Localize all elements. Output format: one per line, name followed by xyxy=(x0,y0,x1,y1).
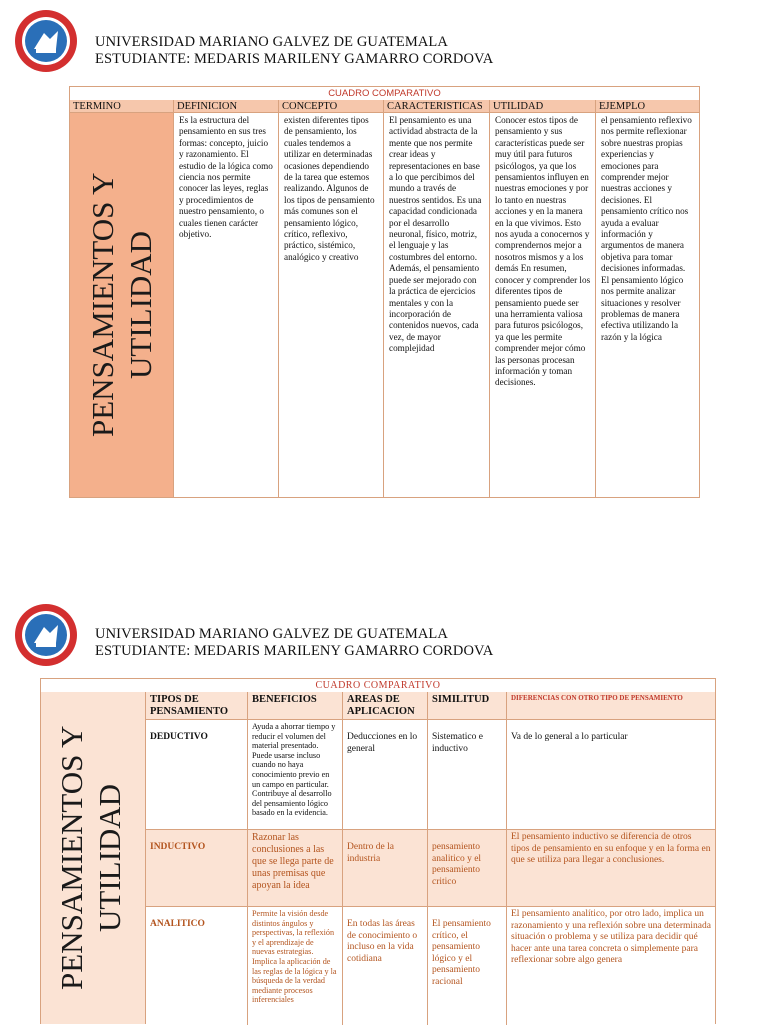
row-deductivo-beneficios: Ayuda a ahorrar tiempo y reducir el volumen del material presentado. Puede usarse incluso cuando no haya conocimiento previo en un campo en particular. Contribuye al desarrollo del pensamiento lógico basado en la evidencia. xyxy=(248,720,343,830)
row-inductivo-diferencias: El pensamiento inductivo se diferencia de otros tipos de pensamiento en su enfoque y en la forma en que se utiliza para llegar a conclusiones. xyxy=(507,830,715,907)
row-analitico-similitud: El pensamiento crítico, el pensamiento lógico y el pensamiento racional xyxy=(428,907,507,1025)
term-cell xyxy=(70,113,174,497)
row-inductivo-similitud: pensamiento analitico y el pensamiento critico xyxy=(428,830,507,907)
row-inductivo-tipo: INDUCTIVO xyxy=(146,830,248,907)
row-inductivo-areas: Dentro de la industria xyxy=(343,830,428,907)
header-beneficios: BENEFICIOS xyxy=(248,692,343,720)
university-seal-icon xyxy=(14,9,78,73)
header-areas: AREAS DE APLICACION xyxy=(343,692,428,720)
table-caption: CUADRO COMPARATIVO xyxy=(70,87,699,101)
row-analitico-areas: En todas las áreas de conocimiento o incluso en la vida cotidiana xyxy=(343,907,428,1025)
header-tipos: TIPOS DE PENSAMIENTO xyxy=(146,692,248,720)
header-termino: TERMINO xyxy=(70,100,174,113)
comparison-table-2 xyxy=(40,678,716,1024)
university-name: UNIVERSIDAD MARIANO GALVEZ DE GUATEMALA xyxy=(95,34,448,50)
header-utilidad: UTILIDAD xyxy=(490,100,596,113)
header-diferencias: DIFERENCIAS CON OTRO TIPO DE PENSAMIENTO xyxy=(507,692,715,720)
header-caracteristicas: CARACTERISTICAS xyxy=(384,100,490,113)
document-header xyxy=(95,626,493,660)
document-header xyxy=(95,34,493,68)
row-deductivo-tipo: DEDUCTIVO xyxy=(146,720,248,830)
student-name: ESTUDIANTE: MEDARIS MARILENY GAMARRO CORDOVA xyxy=(95,51,494,67)
ejemplo-cell: el pensamiento reflexivo nos permite reflexionar sobre nuestras propias experiencias y emociones para comprender mejor nuestras acciones y decisiones. El pensamiento crítico nos ayuda a evaluar información y argumentos de manera objetiva para tomar decisiones informadas. El pensamiento lógico nos permite analizar situaciones y resolver problemas de manera efectiva utilizando la razón y la lógica xyxy=(601,115,692,342)
row-inductivo-beneficios: Razonar las conclusiones a las que se llega parte de unas premisas que apoyan la idea xyxy=(248,830,343,907)
student-name: ESTUDIANTE: MEDARIS MARILENY GAMARRO CORDOVA xyxy=(95,643,494,659)
university-seal-icon xyxy=(14,603,78,667)
row-deductivo-areas: Deducciones en lo general xyxy=(343,720,428,830)
utilidad-cell: Conocer estos tipos de pensamiento y sus características puede ser muy útil para futuros psicólogos, ya que los pensamientos influyen en nuestras emociones y por lo tanto en nuestras acciones y en la manera en la que vivimos. Esto nos ayuda a conocernos y comprendernos mejor a nosotros mismos y a los demás En resumen, conocer y comprender los diferentes tipos de pensamiento puede ser una herramienta valiosa para futuros psicólogos, ya que les permite comprender mejor cómo las personas procesan información y toman decisiones. xyxy=(490,113,596,497)
term-label: PENSAMIENTOS Y UTILIDAD xyxy=(54,725,127,991)
caracteristicas-cell: El pensamiento es una actividad abstracta de la mente que nos permite crear ideas y representaciones en base a lo que percibimos del mundo a través de nuestros sentidos. Es una capacidad condicionada por el desarrollo neuronal, físico, motriz, el lenguaje y las costumbres del entorno. Además, el pensamiento puede ser mejorado con la práctica de ejercicios mentales y con la incorporación de contenidos nuevos, cada vez, de mayor complejidad xyxy=(384,113,490,497)
row-deductivo-similitud: Sistematico e inductivo xyxy=(428,720,507,830)
term-cell xyxy=(41,692,146,1024)
term-label: PENSAMIENTOS Y UTILIDAD xyxy=(85,172,158,438)
page-2 xyxy=(0,592,768,1024)
header-similitud: SIMILITUD xyxy=(428,692,507,720)
comparison-table-1 xyxy=(69,86,700,498)
row-analitico-diferencias: El pensamiento analítico, por otro lado, implica un razonamiento y una reflexión sobre una determinada situación o problema y se utiliza para decidir qué hacer ante una tarea concreta o simplemente para reflexionar sobre algo genera xyxy=(507,907,715,1025)
header-concepto: CONCEPTO xyxy=(279,100,384,113)
university-name: UNIVERSIDAD MARIANO GALVEZ DE GUATEMALA xyxy=(95,626,448,642)
header-definicion: DEFINICION xyxy=(174,100,279,113)
row-analitico-beneficios: Permite la visión desde distintos ángulos y perspectivas, la reflexión y el aprendizaje de nuevas estrategias. Implica la aplicación de las reglas de la lógica y la búsqueda de la verdad mediante procesos inferenciales xyxy=(248,907,343,1025)
concepto-cell: existen diferentes tipos de pensamiento, los cuales tendemos a utilizar en determinadas ocasiones dependiendo de la tarea que estemos realizando. Algunos de los tipos de pensamiento más comunes son el pensamiento lógico, crítico, reflexivo, práctico, sistémico, analógico y creativo xyxy=(279,113,384,497)
row-deductivo-diferencias: Va de lo general a lo particular xyxy=(507,720,715,830)
definicion-cell: Es la estructura del pensamiento en sus tres formas: concepto, juicio y razonamiento. El estudio de la lógica como ciencia nos permite conocer las leyes, reglas y procedimientos de nuestro pensamiento, o cuales tienen carácter objetivo. xyxy=(174,113,279,497)
table-caption: CUADRO COMPARATIVO xyxy=(41,679,715,693)
header-ejemplo: EJEMPLO xyxy=(596,100,699,113)
row-analitico-tipo: ANALITICO xyxy=(146,907,248,1025)
